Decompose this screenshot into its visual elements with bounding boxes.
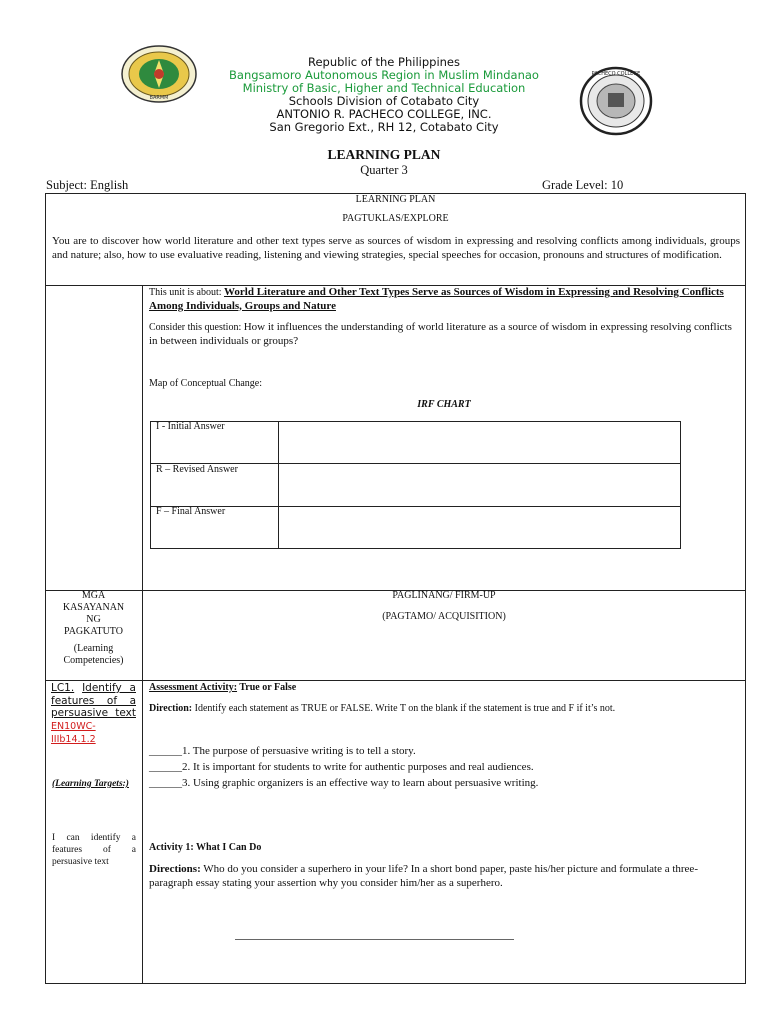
unit-description — [149, 286, 739, 313]
svg-text:PACHECO COLLEGE: PACHECO COLLEGE — [591, 71, 641, 77]
header-division: Schools Division of Cotabato City — [288, 94, 480, 108]
grade-level-label: Grade Level: 10 — [542, 178, 624, 192]
irf-initial-label: I - Initial Answer — [156, 421, 225, 432]
irf-revised-answer-cell[interactable] — [279, 464, 680, 505]
activity1-directions: Directions: Who do you consider a superhero in your life? In a short bond paper, paste his/her picture and formulate a three-paragraph essay stating your assertion why you consider him/her as a superhero. — [149, 863, 698, 889]
irf-initial-answer-cell[interactable] — [279, 422, 680, 462]
explore-subheading: PAGTUKLAS/EXPLORE — [342, 213, 449, 224]
unit-topic: World Literature and Other Text Types Serve as Sources of Wisdom in Expressing and Resolving Conflicts Among Individuals, Groups and Nature — [149, 286, 724, 312]
irf-final-answer-cell[interactable] — [279, 507, 680, 548]
assessment-item: ______2. It is important for students to write for authentic purposes and real audiences. — [149, 761, 534, 773]
header-school: ANTONIO R. PACHECO COLLEGE, INC. — [276, 107, 492, 121]
irf-chart-title: IRF CHART — [417, 399, 471, 410]
header-ministry: Ministry of Basic, Higher and Technical Education — [242, 81, 526, 95]
lc1-competency: LC1. Identify a features of a persuasive text EN10WC-IIIb14.1.2 — [51, 682, 136, 745]
answer-blank-line[interactable] — [235, 939, 514, 940]
header-barmm: Bangsamoro Autonomous Region in Muslim Mindanao — [229, 68, 539, 82]
assessment-title: Assessment Activity: True or False — [149, 682, 297, 693]
irf-final-label: F – Final Answer — [156, 506, 226, 517]
assessment-direction: Direction: Identify each statement as TRUE or FALSE. Write T on the blank if the statement is true and F if it’s not. — [149, 703, 616, 714]
assessment-item: ______1. The purpose of persuasive writing is to tell a story. — [149, 745, 416, 757]
question-text: How it influences the understanding of world literature as a source of wisdom in expressing resolving conflicts in between individuals or groups? — [149, 321, 732, 347]
irf-revised-label: R – Revised Answer — [156, 464, 238, 475]
quarter-label: Quarter 3 — [360, 163, 408, 177]
activity1-title: Activity 1: What I Can Do — [149, 842, 262, 853]
map-label: Map of Conceptual Change: — [149, 378, 263, 389]
competencies-header: MGA KASAYANAN NG PAGKATUTO (Learning Competencies) — [62, 590, 125, 666]
page-title: LEARNING PLAN — [327, 147, 441, 162]
competency-code: EN10WC-IIIb14.1.2 — [51, 720, 96, 745]
explore-heading: LEARNING PLAN — [355, 194, 436, 205]
header-address: San Gregorio Ext., RH 12, Cotabato City — [269, 120, 499, 134]
firmup-subheading: (PAGTAMO/ ACQUISITION) — [382, 611, 506, 622]
subject-label: Subject: English — [46, 178, 129, 192]
unit-prefix: This unit is about: — [149, 287, 224, 298]
learning-targets-label: (Learning Targets:) — [52, 779, 129, 789]
consider-question — [149, 321, 739, 348]
question-prefix: Consider this question: — [149, 322, 244, 333]
learning-target-text: I can identify a features of a persuasive text — [52, 833, 136, 867]
explore-paragraph: You are to discover how world literature and other text types serve as sources of wisdom in expressing and resolving conflicts among individuals, groups and nature; also, how to use evaluative reading, listening and viewing strategies, special speeches for occasion, pronouns and structures of modification. — [52, 235, 740, 261]
svg-text:BARMM: BARMM — [149, 95, 169, 101]
header-republic: Republic of the Philippines — [307, 55, 461, 69]
firmup-heading: PAGLINANG/ FIRM-UP — [392, 590, 496, 601]
assessment-item: ______3. Using graphic organizers is an effective way to learn about persuasive writing. — [149, 777, 539, 789]
